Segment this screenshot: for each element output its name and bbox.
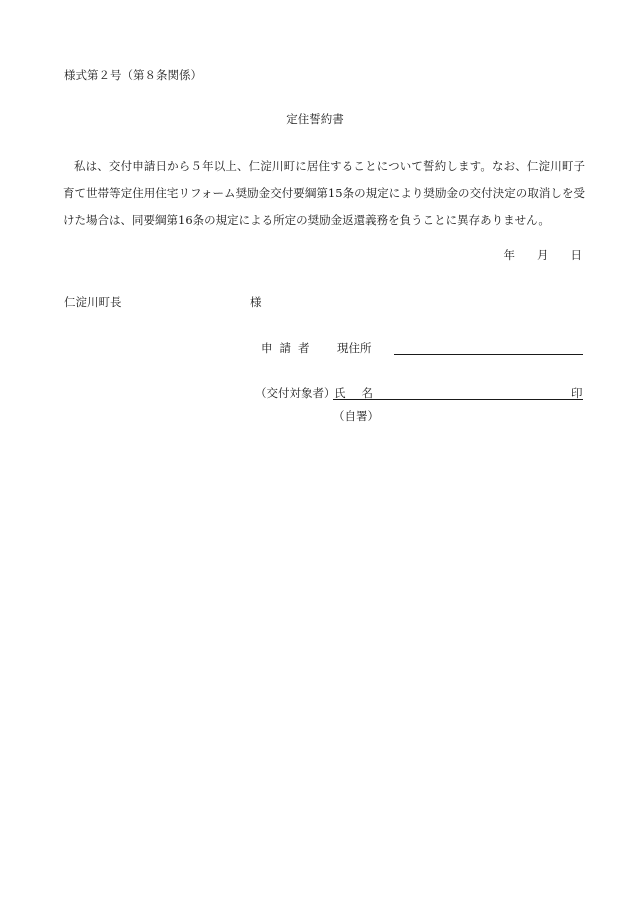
addressee-name: 仁淀川町長	[64, 295, 122, 309]
name-label: 氏名	[334, 386, 389, 400]
document-title: 定住誓約書	[286, 112, 344, 126]
date-year-label: 年	[503, 248, 515, 262]
recipient-label: （交付対象者）	[255, 386, 336, 400]
date-month-label: 月	[537, 248, 549, 262]
form-number: 様式第２号（第８条関係）	[64, 68, 202, 82]
applicant-label: 申請者	[261, 341, 317, 355]
name-field-line[interactable]	[333, 399, 583, 400]
seal-mark: 印	[571, 386, 583, 400]
addressee-honorific: 様	[250, 295, 262, 309]
address-label: 現住所	[337, 341, 372, 355]
date-line	[504, 250, 583, 262]
pledge-body-text: 私は、交付申請日から５年以上、仁淀川町に居住することについて誓約します。なお、仁淀川町子育て世帯等定住用住宅リフォーム奨励金交付要綱第15条の規定により奨励金の交付決定の取消しを受けた場合は、同要綱第16条の規定による所定の奨励金返還義務を負うことに異存ありません。	[63, 159, 585, 227]
address-field-line[interactable]	[394, 354, 583, 355]
date-day-label: 日	[570, 248, 582, 262]
signature-note: （自署）	[333, 409, 379, 423]
